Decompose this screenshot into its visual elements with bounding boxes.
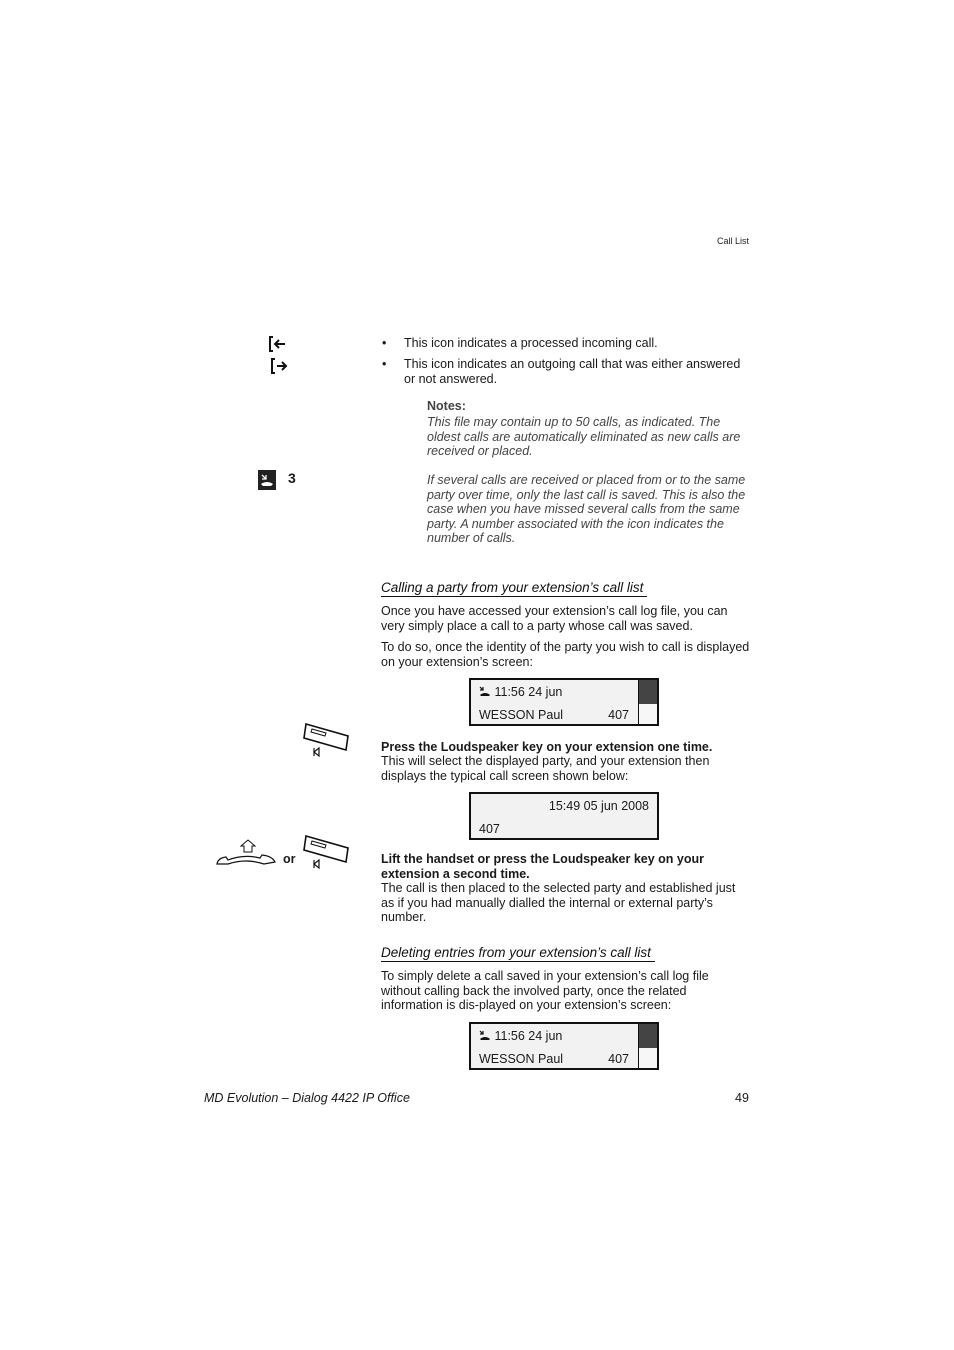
phone-display-call-screen xyxy=(469,792,659,840)
step-2-instruction: Lift the handset or press the Loudspeaker key on your extension a second time. xyxy=(381,852,704,881)
bullet-dot: • xyxy=(382,336,387,350)
phone-display-call-entry xyxy=(469,678,659,726)
calling-paragraph-2: To do so, once the identity of the party you wish to call is displayed on your extension’s screen: xyxy=(381,640,750,669)
footer-page-number: 49 xyxy=(735,1091,749,1105)
handset-lift-icon xyxy=(214,838,278,873)
note-1: This file may contain up to 50 calls, as indicated. The oldest calls are automatically eliminated as new calls are received or placed. xyxy=(427,415,741,458)
processed-incoming-call-icon xyxy=(268,336,288,357)
step-1-instruction: Press the Loudspeaker key on your extension one time. xyxy=(381,740,713,754)
display-datetime: 11:56 24 jun xyxy=(494,1029,563,1043)
step-2-description: The call is then placed to the selected party and established just as if you had manually dialled the internal or external party’s number. xyxy=(381,881,736,924)
display-datetime: 11:56 24 jun xyxy=(494,685,563,699)
display-date-time: 15:49 05 jun 2008 xyxy=(548,799,649,813)
missed-call-count: 3 xyxy=(288,470,296,486)
loudspeaker-key-icon xyxy=(302,834,352,877)
section-title-deleting: Deleting entries from your extension’s call list xyxy=(381,945,655,962)
phone-display-call-entry xyxy=(469,1022,659,1070)
header-section-label: Call List xyxy=(717,236,750,246)
display-number: 407 xyxy=(479,822,500,836)
display-line-1 xyxy=(479,685,562,699)
footer-doc-title: MD Evolution – Dialog 4422 IP Office xyxy=(204,1091,410,1105)
display-party-name: WESSON Paul xyxy=(479,708,564,722)
bullet-text: This icon indicates a processed incoming call. xyxy=(404,336,658,350)
display-scroll-indicator xyxy=(639,680,657,704)
or-label: or xyxy=(283,852,296,866)
loudspeaker-key-icon xyxy=(302,722,352,765)
bullet-text: This icon indicates an outgoing call that was either answered or not answered. xyxy=(404,357,741,386)
notes-title: Notes: xyxy=(427,399,466,413)
step-1-description: This will select the displayed party, and your extension then displays the typical call screen shown below: xyxy=(381,754,710,783)
outgoing-call-icon xyxy=(270,358,290,379)
bullet-dot: • xyxy=(382,357,387,371)
display-scroll-indicator xyxy=(639,1024,657,1048)
missed-call-icon xyxy=(479,686,491,697)
display-line-1 xyxy=(479,1029,562,1043)
calling-paragraph-1: Once you have accessed your extension’s call log file, you can very simply place a call to a party whose call was saved. xyxy=(381,604,728,633)
display-party-number: 407 xyxy=(608,1052,629,1066)
missed-call-icon xyxy=(258,470,276,495)
missed-call-icon xyxy=(479,1030,491,1041)
note-2: If several calls are received or placed from or to the same party over time, only the last call is saved. This is also the case when you have missed several calls from the same party. A number associated with the icon indicates the number of calls. xyxy=(427,473,746,545)
section-title-calling: Calling a party from your extension’s call list xyxy=(381,580,647,597)
deleting-paragraph-1: To simply delete a call saved in your extension’s call log file without calling back the involved party, once the related information is dis-played on your extension’s screen: xyxy=(381,969,709,1012)
display-party-name: WESSON Paul xyxy=(479,1052,564,1066)
display-party-number: 407 xyxy=(608,708,629,722)
